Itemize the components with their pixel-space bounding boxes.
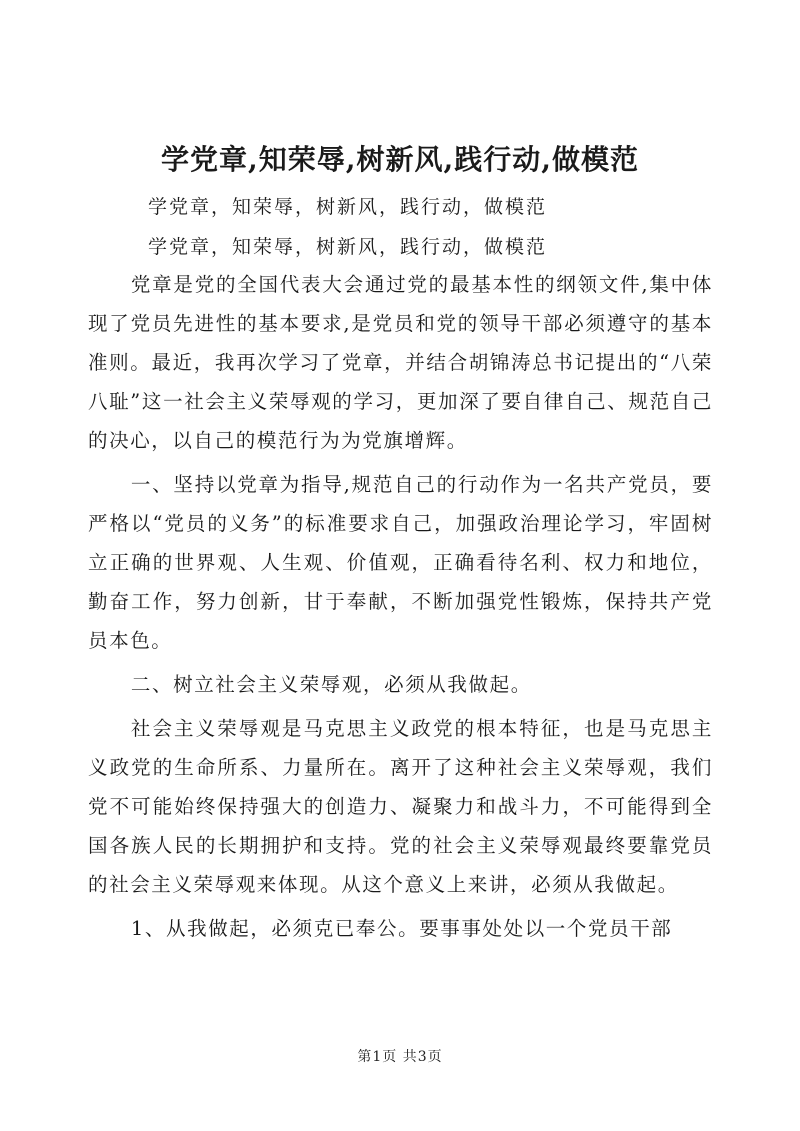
paragraph: 社会主义荣辱观是马克思主义政党的根本特征，也是马克思主义政党的生命所系、力量所在。离开了这种社会主义荣辱观，我们党不可能始终保持强大的创造力、凝聚力和战斗力，不可能得到全国各族人民的长期拥护和支持。党的社会主义荣辱观最终要靠党员的社会主义荣辱观来体现。从这个意义上来讲，必须从我做起。 xyxy=(88,717,713,896)
paragraph: 党章是党的全国代表大会通过党的最基本性的纲领文件,集中体现了党员先进性的基本要求,是党员和党的领导干部必须遵守的基本准则。最近，我再次学习了党章，并结合胡锦涛总书记提出的“八荣八耻”这一社会主义荣辱观的学习，更加深了要自律自己、规范自己的决心，以自己的模范行为为党旗增辉。 xyxy=(88,273,713,452)
document-subtitle: 学党章，知荣辱，树新风，践行动，做模范 xyxy=(148,236,548,258)
paragraph: 一、坚持以党章为指导,规范自己的行动作为一名共产党员，要严格以“党员的义务”的标准要求自己，加强政治理论学习，牢固树立正确的世界观、人生观、价值观，正确看待名利、权力和地位，勤奋工作，努力创新，甘于奉献，不断加强党性锻炼，保持共产党员本色。 xyxy=(88,473,713,652)
document-body xyxy=(88,265,713,953)
paragraph: 1、从我做起，必须克已奉公。要事事处处以一个党员干部 xyxy=(130,917,673,940)
paragraph: 二、树立社会主义荣辱观，必须从我做起。 xyxy=(130,673,532,696)
document-title: 学党章,知荣辱,树新风,践行动,做模范 xyxy=(161,143,639,176)
page-number-footer: 第1页 共3页 xyxy=(357,1049,443,1065)
document-subtitle: 学党章，知荣辱，树新风，践行动，做模范 xyxy=(148,196,548,218)
